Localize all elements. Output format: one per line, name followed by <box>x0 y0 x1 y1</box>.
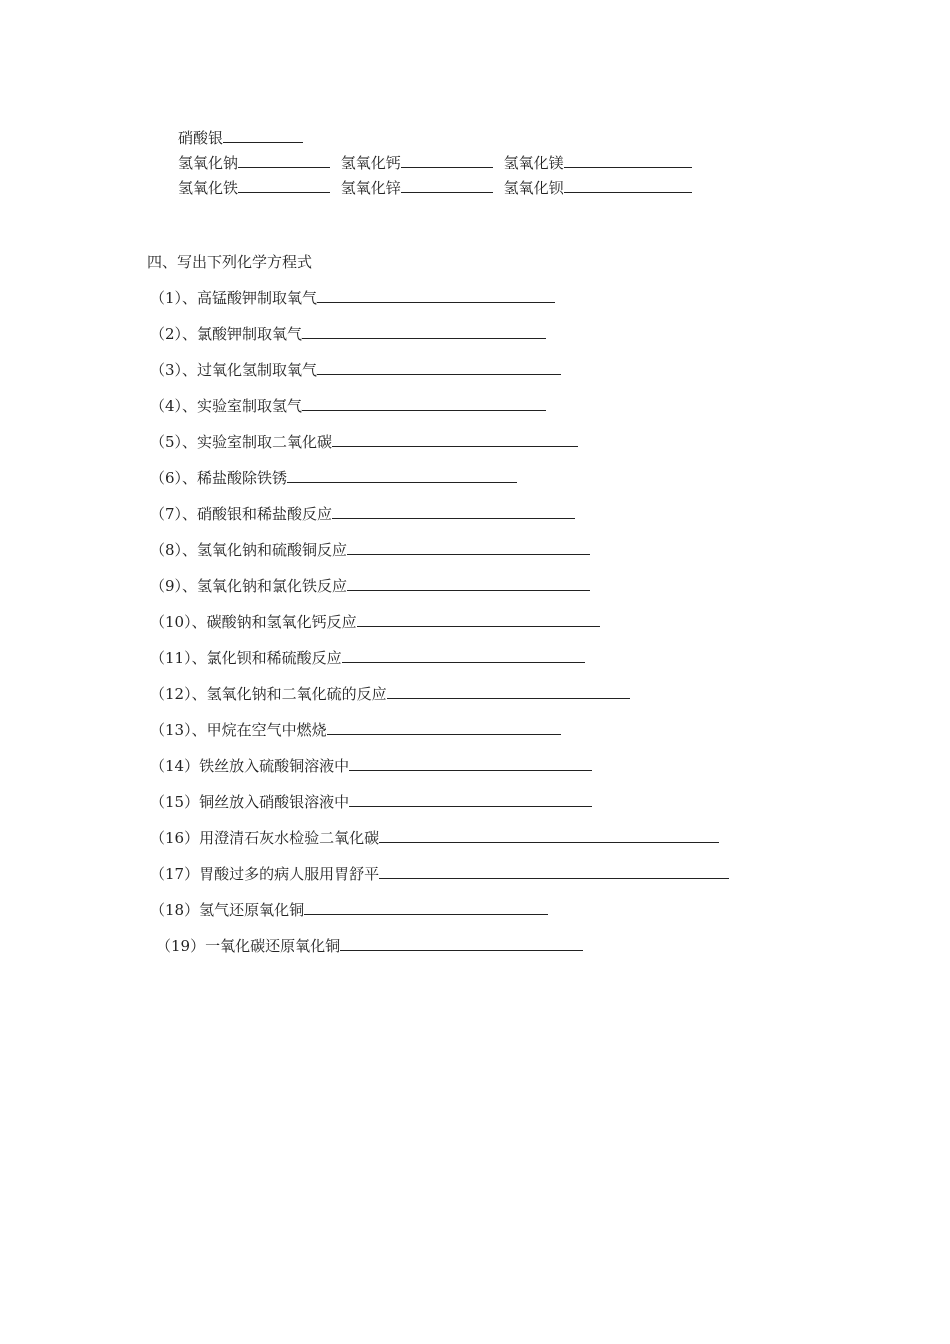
answer-blank[interactable] <box>302 323 546 339</box>
equation-item <box>150 755 598 776</box>
answer-blank[interactable] <box>340 935 583 951</box>
answer-blank[interactable] <box>387 683 630 699</box>
answer-blank[interactable] <box>349 791 592 807</box>
answer-blank[interactable] <box>564 177 692 193</box>
equation-item <box>156 935 589 956</box>
equation-label: （11）、氯化钡和稀硫酸反应 <box>150 649 342 667</box>
equation-label: （9）、氢氧化钠和氯化铁反应 <box>150 577 348 595</box>
equation-label: （18）氢气还原氧化铜 <box>150 901 305 919</box>
equation-item <box>150 359 567 380</box>
equation-label: （12）、氢氧化钠和二氧化硫的反应 <box>150 685 387 703</box>
answer-blank[interactable] <box>304 899 548 915</box>
answer-blank[interactable] <box>379 827 719 843</box>
answer-blank[interactable] <box>332 431 578 447</box>
fill-row-1 <box>178 127 309 147</box>
answer-blank[interactable] <box>287 467 517 483</box>
equation-label: （8）、氢氧化钠和硫酸铜反应 <box>150 541 348 559</box>
equation-item <box>150 287 561 308</box>
compound-label: 氢氧化镁 <box>503 154 564 172</box>
answer-blank[interactable] <box>357 611 600 627</box>
section-heading: 四、写出下列化学方程式 <box>147 253 313 271</box>
answer-blank[interactable] <box>317 359 561 375</box>
equation-label: （5）、实验室制取二氧化碳 <box>150 433 333 451</box>
answer-blank[interactable] <box>379 863 729 879</box>
equation-label: （10）、碳酸钠和氢氧化钙反应 <box>150 613 357 631</box>
answer-blank[interactable] <box>347 539 590 555</box>
equation-label: （1）、高锰酸钾制取氧气 <box>150 289 318 307</box>
fill-row-2 <box>178 152 698 172</box>
equation-item <box>150 899 554 920</box>
compound-label: 氢氧化钙 <box>340 154 401 172</box>
equation-item <box>150 647 591 668</box>
equation-label: （17）胃酸过多的病人服用胃舒平 <box>150 865 380 883</box>
equation-item <box>150 467 523 488</box>
equation-item <box>150 431 584 452</box>
equation-item <box>150 791 598 812</box>
fill-row-3 <box>178 177 698 197</box>
compound-label: 氢氧化钡 <box>503 179 564 197</box>
equation-label: （13）、甲烷在空气中燃烧 <box>150 721 327 739</box>
answer-blank[interactable] <box>347 575 590 591</box>
equation-label: （6）、稀盐酸除铁锈 <box>150 469 288 487</box>
answer-blank[interactable] <box>401 152 493 168</box>
answer-blank[interactable] <box>317 287 555 303</box>
equation-item <box>150 863 735 884</box>
answer-blank[interactable] <box>238 177 330 193</box>
answer-blank[interactable] <box>342 647 585 663</box>
equation-item <box>150 683 636 704</box>
equation-label: （14）铁丝放入硫酸铜溶液中 <box>150 757 350 775</box>
answer-blank[interactable] <box>349 755 592 771</box>
equation-label: （19）一氧化碳还原氧化铜 <box>156 937 341 955</box>
compound-label: 氢氧化铁 <box>178 179 239 197</box>
answer-blank[interactable] <box>238 152 330 168</box>
equation-item <box>150 503 581 524</box>
equation-label: （16）用澄清石灰水检验二氧化碳 <box>150 829 380 847</box>
answer-blank[interactable] <box>223 127 303 143</box>
compound-label: 硝酸银 <box>178 129 224 147</box>
compound-label: 氢氧化锌 <box>340 179 401 197</box>
equation-item <box>150 719 567 740</box>
answer-blank[interactable] <box>332 503 575 519</box>
equation-item <box>150 323 552 344</box>
answer-blank[interactable] <box>302 395 546 411</box>
equation-label: （4）、实验室制取氢气 <box>150 397 303 415</box>
equation-label: （2）、氯酸钾制取氧气 <box>150 325 303 343</box>
equation-item <box>150 395 552 416</box>
equation-item <box>150 575 596 596</box>
equation-item <box>150 611 606 632</box>
answer-blank[interactable] <box>564 152 692 168</box>
equation-label: （3）、过氧化氢制取氧气 <box>150 361 318 379</box>
equation-label: （15）铜丝放入硝酸银溶液中 <box>150 793 350 811</box>
equation-item <box>150 827 725 848</box>
answer-blank[interactable] <box>401 177 493 193</box>
equation-item <box>150 539 596 560</box>
equation-label: （7）、硝酸银和稀盐酸反应 <box>150 505 333 523</box>
answer-blank[interactable] <box>327 719 561 735</box>
compound-label: 氢氧化钠 <box>178 154 239 172</box>
